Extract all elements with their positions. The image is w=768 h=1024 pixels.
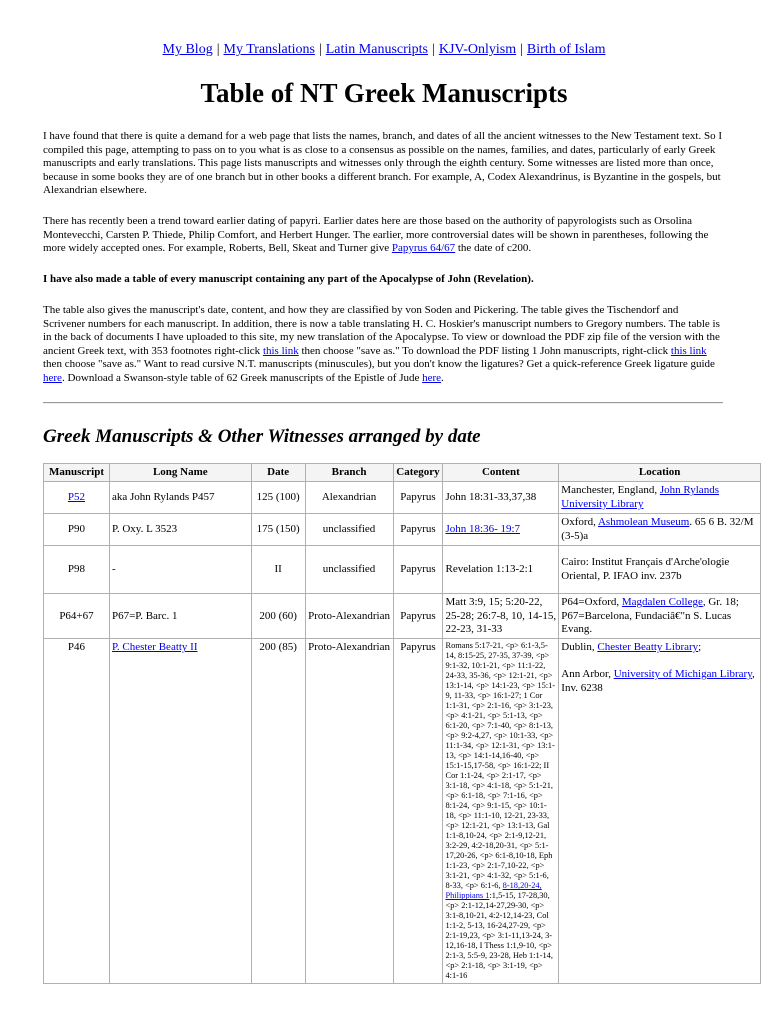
table-header-row <box>44 464 761 482</box>
branch-cell: Alexandrian <box>305 482 393 514</box>
branch-cell: unclassified <box>305 546 393 594</box>
column-header: Location <box>559 464 761 482</box>
date-cell: 200 (60) <box>251 594 305 639</box>
column-header: Long Name <box>109 464 251 482</box>
column-header: Branch <box>305 464 393 482</box>
section-divider <box>43 402 723 404</box>
location-text: ; <box>698 641 702 654</box>
nav-link-my-translations[interactable]: My Translations <box>223 42 315 57</box>
date-cell: 200 (85) <box>251 639 305 984</box>
content-cell: Matt 3:9, 15; 5:20-22, 25-28; 26:7-8, 10, 14-15, 22-23, 31-33 <box>443 594 559 639</box>
manuscript-cell: P90 <box>44 514 110 546</box>
date-cell: 125 (100) <box>251 482 305 514</box>
branch-cell: Proto-Alexandrian <box>305 594 393 639</box>
paragraph-text: There has recently been a trend toward earlier dating of papyri. Earlier dates here are those based on the authority of papyrologists such as Orsolina Montevecchi, Carsten P. Thiede, Philip Comfort, and Herbert Hunger. The earlier, more controversial dates will be shown in parentheses, following the more widely accepted ones. For example, Roberts, Bell, Skeat and Turner give <box>43 215 709 255</box>
intro-paragraph-1: I have found that there is quite a demand for a web page that lists the names, branch, and dates of all the ancient witnesses to the New Testament text. So I compiled this page, attempting to pass on to you what is as close to a consensus as possible on the names, families, and dates, particularly of early Greek manuscripts and early translations. This page lists manuscripts and witnesses only through the eighth century. Some witnesses are listed more than once, because in some books they are of one branch but in other books a different branch. For example, A, Codex Alexandrinus, is Byzantine in the gospels, but Alexandrian elsewhere. <box>43 130 722 197</box>
paragraph-text: The table also gives the manuscript's date, content, and how they are classified by von Soden and Pickering. The table gives the Tischendorf and Scrivener numbers for each manuscript. In addition, there is now a table translating H. C. Hoskier's manuscript numbers to Gregory numbers. The table is in the back of documents I have uploaded to this site, my new translation of the Apocalypse. To view or download the PDF zip file of the version with the ancient Greek text, with 353 footnotes right-click <box>43 304 720 357</box>
column-header: Date <box>251 464 305 482</box>
table-row <box>44 594 761 639</box>
table-row <box>44 546 761 594</box>
content-link[interactable]: 8-18,20-24, Philippians 1 <box>445 881 542 901</box>
ligature-guide-link[interactable]: here <box>43 371 62 384</box>
location-link[interactable]: Ashmolean Museum <box>597 516 690 529</box>
table-row <box>44 482 761 514</box>
long-name-cell <box>109 639 251 984</box>
nav-separator: | <box>520 42 523 57</box>
branch-cell: Proto-Alexandrian <box>305 639 393 984</box>
nav-link-kjv-onlyism[interactable]: KJV-Onlyism <box>438 42 517 57</box>
manuscript-cell <box>44 482 110 514</box>
category-cell: Papyrus <box>393 546 443 594</box>
location-text: , Inv. 6238 <box>561 668 755 694</box>
location-text: . 65 6 B. 32/M (3-5)a <box>561 516 754 542</box>
papyrus-64-67-link[interactable]: Papyrus 64/67 <box>391 242 456 255</box>
location-cell <box>559 482 761 514</box>
content-text: Romans 5:17-21, <p> 6:1-3,5-14, 8:15-25, 27-35, 37-39, <p> 9:1-32, 10:1-21, <p> 11:1-22, 24-33, 35-36, <p> 12:1-21, <p> 13:1-14, <p> 14:1-23, <p> 15:1-9, 11-33, <p> 16:1-27; 1 Cor 1:1-31, <p> 2:1-16, <p> 3:1-23, <p> 4:1-21, <p> 5:1-13, <p> 6:1-20, <p> 7:1-40, <p> 8:1-13, <p> 9:2-4,27, <p> 10:1-33, <p> 11:1-34, <p> 12:1-31, <p> 13:1-13, <p> 14:1-14,16-40, <p> 15:1-15,17-58, <p> 16:1-22; II Cor 1:1-24, <p> 2:1-17, <p> 3:1-18, <p> 4:1-18, <p> 5:1-21, <p> 6:1-18, <p> 7:1-16, <p> 8:1-24, <p> 9:1-15, <p> 10:1-18, <p> 11:1-10, 12-21, 23-33, <p> 12:1-21, <p> 13:1-13, Gal 1:1-8,10-24, <p> 2:1-9,12-21, 3:2-29, 4:2-18,20-31, <p> 5:1-17,20-26, <p> 6:1-8,10-18, Eph 1:1-23, <p> 2:1-7,10-22, <p> 3:1-21, <p> 4:1-32, <p> 5:1-6, 8-33, <p> 6:1-6, <box>445 641 556 891</box>
content-link[interactable]: John 18:36- 19:7 <box>445 523 521 536</box>
paragraph-text: then choose "save as." To download the PDF listing 1 John manuscripts, right-click <box>298 344 671 357</box>
nav-separator: | <box>216 42 220 57</box>
long-name-cell: - <box>109 546 251 594</box>
location-text: , Gr. 18; P67=Barcelona, Fundaciâ€"n S. Lucas Evang. <box>561 596 739 636</box>
category-cell: Papyrus <box>393 514 443 546</box>
date-cell: 175 (150) <box>251 514 305 546</box>
intro-paragraph-4 <box>43 304 723 386</box>
apocalypse-table-note: I have also made a table of every manuscript containing any part of the Apocalypse of John (Revelation). <box>43 273 534 285</box>
nav-link-birth-of-islam[interactable]: Birth of Islam <box>526 42 606 57</box>
location-link[interactable]: John Rylands University Library <box>561 484 719 510</box>
paragraph-text: . Download a Swanson-style table of 62 Greek manuscripts of the Epistle of Jude <box>61 371 423 384</box>
table-row <box>44 639 761 984</box>
location-cell <box>559 639 761 984</box>
category-cell: Papyrus <box>393 639 443 984</box>
manuscript-link[interactable]: P52 <box>67 491 86 504</box>
nav-separator: | <box>432 42 435 57</box>
top-navigation <box>0 42 768 58</box>
content-cell: John 18:31-33,37,38 <box>443 482 559 514</box>
long-name-cell: P67=P. Barc. 1 <box>109 594 251 639</box>
location-text: P64=Oxford, <box>561 596 622 609</box>
location-text: Oxford, <box>561 516 598 529</box>
jude-table-link[interactable]: here <box>422 371 442 384</box>
manuscript-cell: P64+67 <box>44 594 110 639</box>
location-link[interactable]: Chester Beatty Library <box>597 641 699 654</box>
column-header: Category <box>393 464 443 482</box>
content-cell: Revelation 1:13-2:1 <box>443 546 559 594</box>
content-cell <box>443 639 559 984</box>
category-cell: Papyrus <box>393 594 443 639</box>
long-name-link[interactable]: P. Chester Beatty II <box>111 641 198 654</box>
location-link[interactable]: Magdalen College <box>621 596 703 609</box>
apocalypse-pdf-link[interactable]: this link <box>262 344 299 357</box>
branch-cell: unclassified <box>305 514 393 546</box>
location-cell: Cairo: Institut Français d'Arche'ologie Oriental, P. IFAO inv. 237b <box>559 546 761 594</box>
paragraph-text: then choose "save as." Want to read cursive N.T. manuscripts (minuscules), but you don't know the ligatures? Get a quick-reference Greek ligature guide <box>43 358 715 371</box>
location-cell <box>559 594 761 639</box>
category-cell: Papyrus <box>393 482 443 514</box>
1-john-pdf-link[interactable]: this link <box>670 344 707 357</box>
paragraph-text: the date of c200. <box>455 242 532 255</box>
table-row <box>44 514 761 546</box>
location-text: Manchester, England, <box>561 484 660 497</box>
paragraph-text: . <box>441 371 444 384</box>
nav-link-latin-manuscripts[interactable]: Latin Manuscripts <box>325 42 429 57</box>
manuscript-cell: P98 <box>44 546 110 594</box>
date-cell: II <box>251 546 305 594</box>
nav-separator: | <box>318 42 322 57</box>
intro-paragraph-2 <box>43 215 723 256</box>
column-header: Manuscript <box>44 464 110 482</box>
column-header: Content <box>443 464 559 482</box>
nav-link-my-blog[interactable]: My Blog <box>162 42 213 57</box>
location-cell <box>559 514 761 546</box>
location-text: Dublin, <box>561 641 598 654</box>
manuscript-cell: P46 <box>44 639 110 984</box>
long-name-cell: aka John Rylands P457 <box>109 482 251 514</box>
long-name-cell: P. Oxy. L 3523 <box>109 514 251 546</box>
content-cell <box>443 514 559 546</box>
location-text: Ann Arbor, <box>561 668 614 681</box>
location-link[interactable]: University of Michigan Library <box>613 668 752 681</box>
manuscripts-table <box>43 463 761 984</box>
section-title: Greek Manuscripts & Other Witnesses arranged by date <box>43 426 481 447</box>
page-title: Table of NT Greek Manuscripts <box>200 78 568 108</box>
content-text: :1,5-15, 17-28,30, <p> 2:1-12,14-27,29-30, <p> 3:1-8,10-21, 4:2-12,14-23, Col 1:1-2, 5-13, 16-24,27-29, <p> 2:1-19,23, <p> 3:1-11,13-24, 3-12,16-18, I Thess 1:1,9-10, <p> 2:1-3, 5:5-9, 23-28, Heb 1:1-14, <p> 2:1-18, <p> 3:1-19, <p> 4:1-16 <box>445 891 553 981</box>
